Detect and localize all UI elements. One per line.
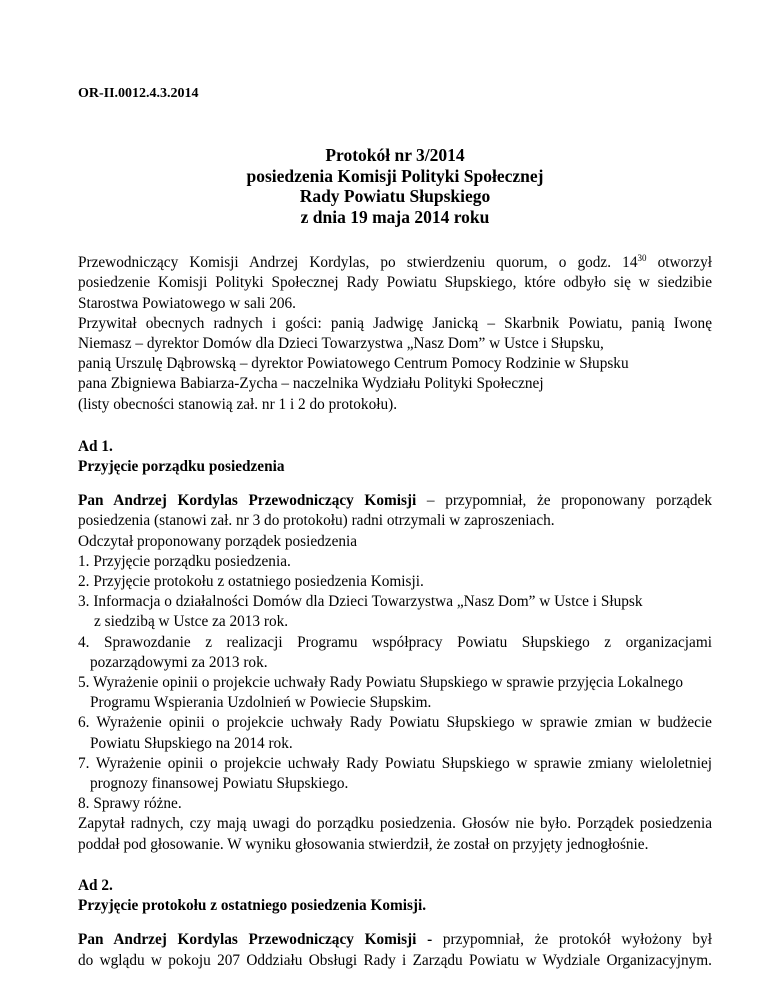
agenda-item-text: Informacja o działalności Domów dla Dzieci Towarzystwa „Nasz Dom” w Ustce i Słupsk — [93, 593, 643, 611]
agenda-item — [78, 633, 712, 673]
agenda-item-continuation: pozarządowymi za 2013 rok. — [90, 653, 268, 671]
welcome-line-2: Niemasz – dyrektor Domów dla Dzieci Towarzystwa „Nasz Dom” w Ustce i Słupsku, — [78, 335, 604, 353]
welcome-line-4: pana Zbigniewa Babiarza-Zycha – naczelnika Wydziału Polityki Społecznej — [78, 375, 544, 393]
time-superscript: 30 — [637, 253, 647, 264]
section-ad1 — [78, 437, 712, 855]
title-line-3: Rady Powiatu Słupskiego — [299, 186, 491, 207]
agenda-item-continuation: z siedzibą w Ustce za 2013 rok. — [94, 613, 289, 631]
ad2-line-2: do wglądu w pokoju 207 Oddziału Obsługi Rady i Zarządu Powiatu w Wydziale Organizacyjnym. — [78, 951, 712, 969]
section-ad2 — [78, 876, 712, 971]
ad1-closing-line-2: poddał pod głosowanie. W wyniku głosowania stwierdził, że został on przyjęty jednogłośnie. — [78, 835, 649, 853]
ad2-speaker: Pan Andrzej Kordylas Przewodniczący Komisji - — [78, 931, 433, 949]
agenda-item — [78, 552, 712, 572]
ad2-subheading: Przyjęcie protokołu z ostatniego posiedzenia Komisji. — [78, 897, 427, 915]
agenda-item-text: Sprawozdanie z realizacji Programu współpracy Powiatu Słupskiego z organizacjami — [104, 633, 712, 651]
intro-paragraph — [78, 253, 712, 314]
agenda-item-text: Wyrażenie opinii o projekcie uchwały Rady Powiatu Słupskiego w sprawie przyjęcia Lokalnego — [93, 674, 684, 692]
document-reference: OR-II.0012.4.3.2014 — [78, 86, 199, 101]
ad1-closing-line-1: Zapytał radnych, czy mają uwagi do porządku posiedzenia. Głosów nie było. Porządek posiedzenia — [78, 815, 712, 833]
agenda-item — [78, 572, 712, 592]
welcome-line-3: panią Urszulę Dąbrowską – dyrektor Powiatowego Centrum Pomocy Rodzinie w Słupsku — [78, 355, 629, 373]
welcome-paragraph — [78, 314, 712, 415]
ad1-line-2: posiedzenia (stanowi zał. nr 3 do protokołu) radni otrzymali w zaproszeniach. — [78, 512, 555, 530]
agenda-item-number: 8. — [78, 795, 90, 813]
intro-line-2: posiedzenie Komisji Polityki Społecznej Rady Powiatu Słupskiego, które odbyło się w siedzibie — [78, 274, 712, 292]
ad1-speaker-text: – przypomniał, że proponowany porządek — [416, 492, 712, 510]
welcome-line-5: (listy obecności stanowią zał. nr 1 i 2 do protokołu). — [78, 395, 398, 413]
agenda-item-continuation: Powiatu Słupskiego na 2014 rok. — [90, 734, 293, 752]
agenda-item — [78, 592, 712, 632]
agenda-item-text: Sprawy różne. — [93, 795, 182, 813]
agenda-item-number: 1. — [78, 552, 90, 570]
ad2-heading: Ad 2. — [78, 876, 113, 894]
ad2-speaker-text: przypomniał, że protokół wyłożony był — [432, 931, 712, 949]
ad1-subheading: Przyjęcie porządku posiedzenia — [78, 458, 285, 476]
ad1-heading: Ad 1. — [78, 437, 113, 455]
document-page — [78, 84, 712, 971]
intro-line-1 — [78, 253, 712, 273]
agenda-item-continuation: prognozy finansowej Powiatu Słupskiego. — [90, 775, 349, 793]
agenda-item-continuation: Programu Wspierania Uzdolnień w Powiecie Słupskim. — [90, 694, 432, 712]
intro-text-a: Przewodniczący Komisji Andrzej Kordylas, po stwierdzeniu quorum, o godz. 14 — [78, 254, 638, 272]
agenda-item-number: 5. — [78, 674, 90, 692]
title-line-1: Protokół nr 3/2014 — [325, 145, 465, 166]
title-line-2: posiedzenia Komisji Polityki Społecznej — [246, 165, 544, 186]
ad2-speaker-line — [78, 930, 712, 950]
agenda-item — [78, 754, 712, 794]
agenda-item — [78, 713, 712, 753]
agenda-item-text: Wyrażenie opinii o projekcie uchwały Rady Powiatu Słupskiego w sprawie zmiany wieloletniej — [95, 754, 712, 772]
welcome-line-1: Przywitał obecnych radnych i gości: panią Jadwigę Janicką – Skarbnik Powiatu, panią Iwonę — [78, 314, 712, 332]
agenda-item-number: 7. — [78, 754, 90, 772]
ad1-speaker-line — [78, 491, 712, 511]
ad1-body — [78, 491, 712, 855]
document-title — [78, 145, 712, 227]
agenda-item-text: Wyrażenie opinii o projekcie uchwały Rady Powiatu Słupskiego w sprawie zmian w budżecie — [96, 714, 712, 732]
agenda-list — [78, 552, 712, 815]
agenda-item-number: 4. — [78, 633, 90, 651]
agenda-item — [78, 794, 712, 814]
agenda-item-number: 2. — [78, 573, 90, 591]
intro-text-b: otworzył — [646, 254, 712, 272]
agenda-item-text: Przyjęcie protokołu z ostatniego posiedzenia Komisji. — [93, 573, 424, 591]
intro-line-3: Starostwa Powiatowego w sali 206. — [78, 294, 296, 312]
ad1-line-3: Odczytał proponowany porządek posiedzenia — [78, 532, 358, 550]
ad1-speaker: Pan Andrzej Kordylas Przewodniczący Komisji — [78, 492, 417, 510]
agenda-item-number: 3. — [78, 593, 90, 611]
title-line-4: z dnia 19 maja 2014 roku — [300, 206, 490, 227]
agenda-item-number: 6. — [78, 714, 90, 732]
ad2-body — [78, 930, 712, 970]
agenda-item-text: Przyjęcie porządku posiedzenia. — [93, 552, 291, 570]
agenda-item — [78, 673, 712, 713]
